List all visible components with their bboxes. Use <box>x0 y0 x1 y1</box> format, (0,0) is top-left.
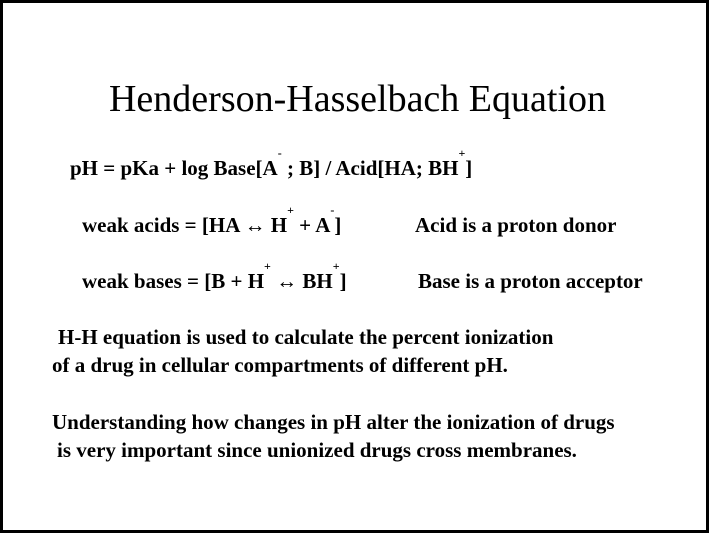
weak-bases-middle: ↔ BH <box>270 269 333 293</box>
weak-acids-sup-plus: + <box>287 203 294 217</box>
paragraph2-line1: Understanding how changes in pH alter the ionization of drugs <box>52 410 615 434</box>
equation-sup-minus: - <box>277 146 282 160</box>
weak-bases-suffix: ] <box>339 269 347 293</box>
weak-bases-sup-plus: + <box>264 259 271 273</box>
paragraph1-line2: of a drug in cellular compartments of different pH. <box>52 353 508 377</box>
equation-prefix: pH = pKa + log Base[A <box>70 156 278 180</box>
equation-suffix: ] <box>465 156 473 180</box>
weak-acids-middle: + A <box>293 213 331 237</box>
weak-acids-suffix: ] <box>334 213 342 237</box>
equation-middle: ; B] / Acid[HA; BH <box>281 156 459 180</box>
equation-sup-plus: + <box>458 146 466 160</box>
weak-acids-prefix: weak acids = [HA ↔ H <box>82 213 288 237</box>
slide-title: Henderson-Hasselbach Equation <box>108 78 606 120</box>
weak-bases-note: Base is a proton acceptor <box>418 269 643 293</box>
weak-acids-sup-minus: - <box>330 203 335 217</box>
weak-acids-note: Acid is a proton donor <box>415 213 617 237</box>
hh-equation <box>70 146 473 180</box>
paragraph2-line2: is very important since unionized drugs cross membranes. <box>57 438 577 462</box>
paragraph1-line1: H-H equation is used to calculate the percent ionization <box>58 325 554 349</box>
weak-bases-prefix: weak bases = [B + H <box>82 269 265 293</box>
weak-bases-sup-plus-2: + <box>332 259 340 273</box>
weak-bases-equation <box>82 259 347 293</box>
weak-acids-equation <box>82 203 342 237</box>
